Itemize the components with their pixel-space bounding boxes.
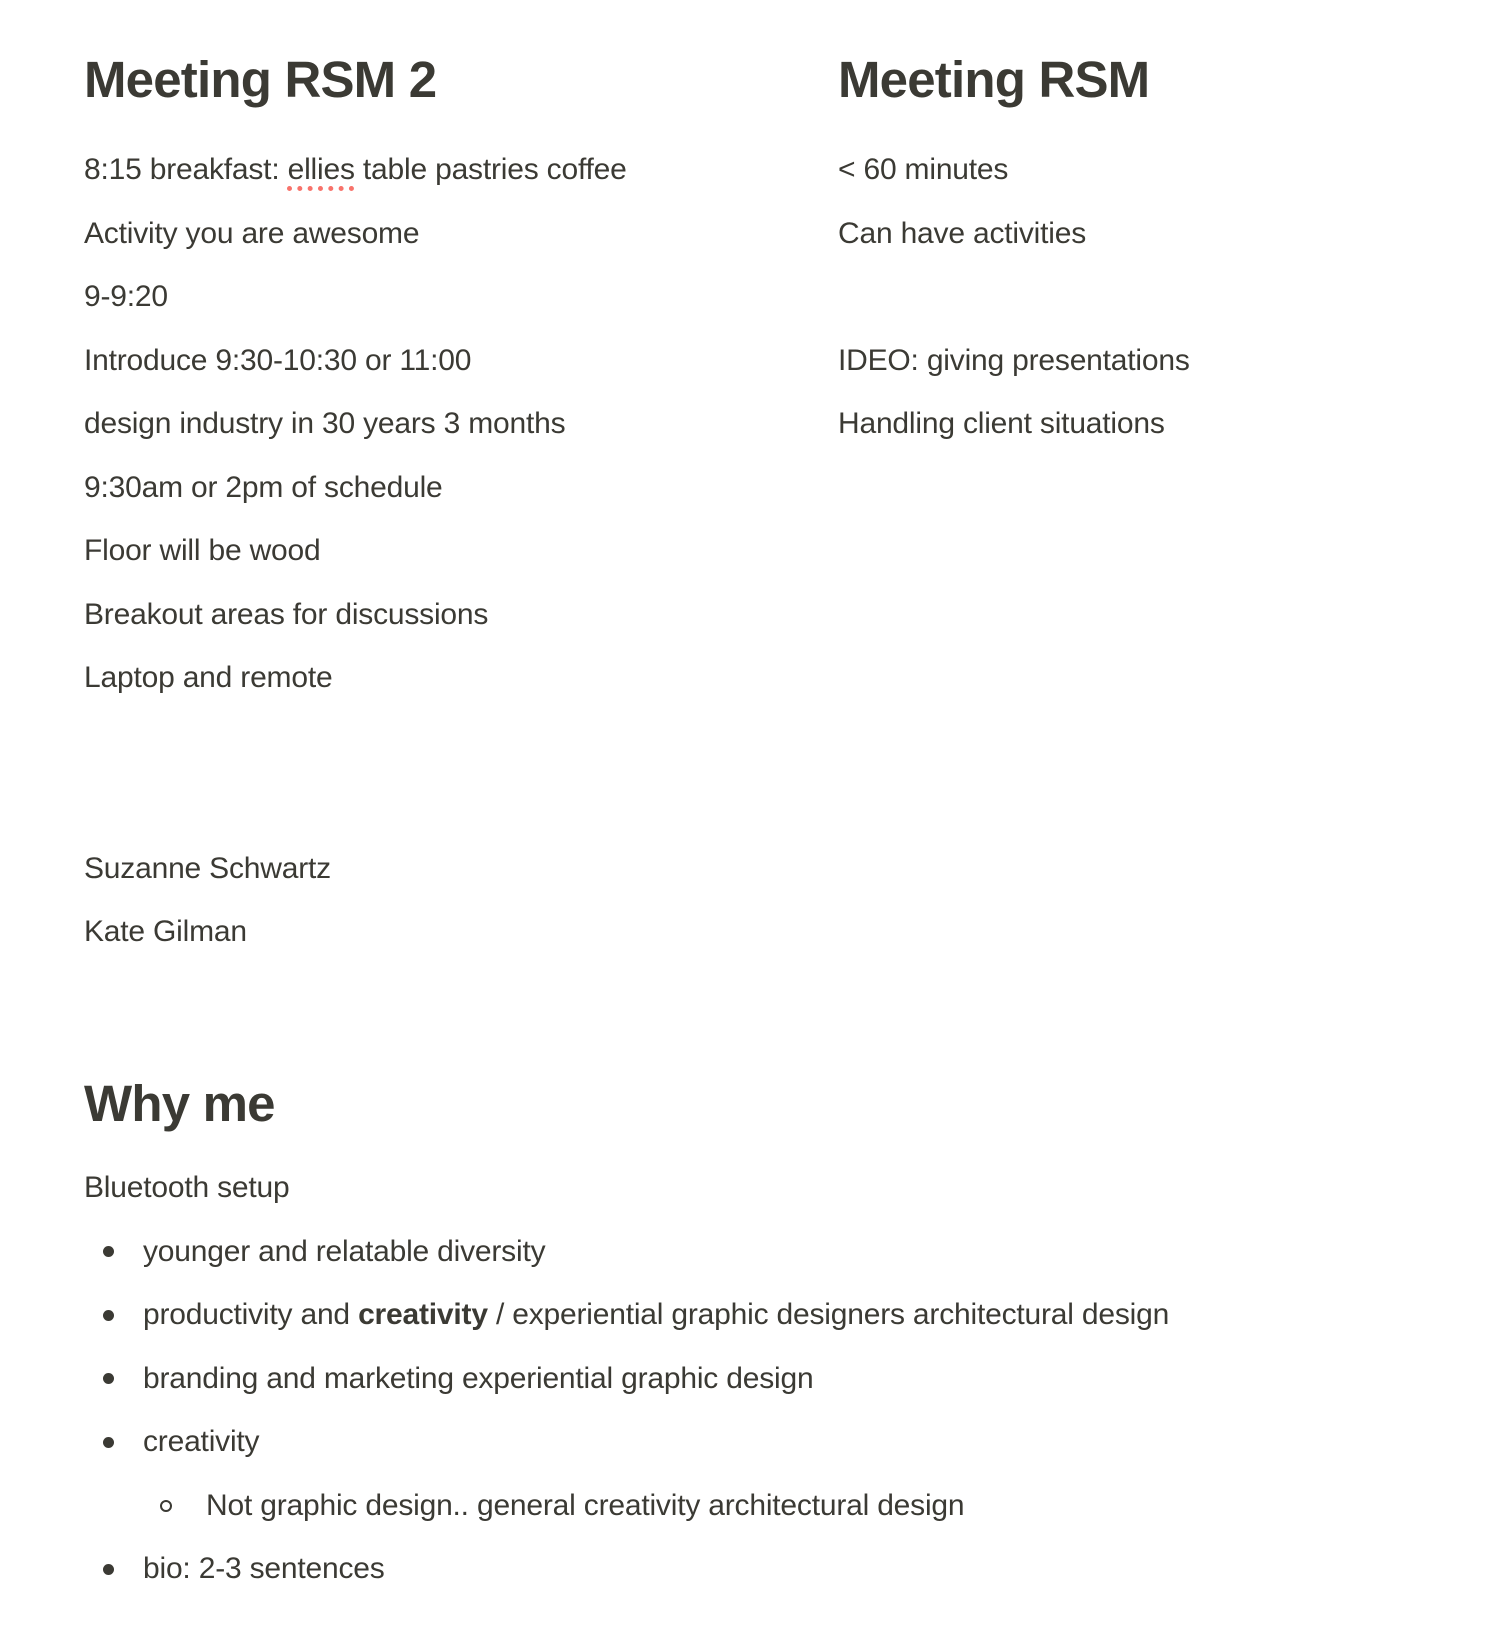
page-title-meeting-rsm[interactable]: Meeting RSM [838, 51, 1150, 108]
list-item-text: branding and marketing experiential graphic design [143, 1361, 814, 1395]
list-item-text-post: / experiential graphic designers architectural design [487, 1298, 1170, 1332]
bullet-icon [103, 1564, 114, 1575]
breakfast-pre: 8:15 breakfast: [84, 153, 288, 186]
text-line[interactable]: Floor will be wood [84, 534, 321, 567]
list-item-text: Not graphic design.. general creativity architectural design [206, 1488, 965, 1522]
left-column [84, 138, 794, 964]
list-item[interactable] [84, 1411, 1169, 1475]
list-item[interactable] [84, 1284, 1169, 1348]
list-item-text-bold: creativity [358, 1298, 488, 1332]
list-item-nested[interactable] [84, 1474, 1169, 1538]
empty-line[interactable] [84, 710, 794, 774]
list-item-text: younger and relatable diversity [143, 1234, 546, 1268]
text-line[interactable]: 9-9:20 [84, 280, 168, 313]
right-column [838, 138, 1438, 456]
section-title-why-me[interactable]: Why me [84, 1075, 275, 1132]
bullet-icon [103, 1310, 114, 1321]
text-line[interactable]: Can have activities [838, 216, 1086, 250]
text-line-name[interactable]: Suzanne Schwartz [84, 851, 331, 885]
list-item-text [143, 1298, 1169, 1332]
text-line[interactable]: Activity you are awesome [84, 216, 420, 250]
bullet-icon [103, 1246, 114, 1257]
page-title-meeting-rsm-2[interactable]: Meeting RSM 2 [84, 51, 437, 108]
list-item[interactable] [84, 1347, 1169, 1411]
empty-line[interactable] [838, 265, 1438, 329]
text-line[interactable]: design industry in 30 years 3 months [84, 407, 566, 440]
misspelled-word[interactable]: ellies [287, 153, 355, 186]
list-item-text-pre: productivity and [143, 1298, 359, 1332]
text-line-name[interactable]: Kate Gilman [84, 915, 247, 948]
text-line[interactable]: Laptop and remote [84, 661, 333, 694]
list-item[interactable] [84, 1220, 1169, 1284]
text-line[interactable]: < 60 minutes [838, 153, 1009, 186]
list-item-text: creativity [143, 1425, 260, 1459]
breakfast-post: table pastries coffee [354, 153, 627, 186]
hollow-bullet-icon [160, 1500, 172, 1512]
text-line[interactable]: IDEO: giving presentations [838, 343, 1190, 377]
text-line-breakfast[interactable] [84, 138, 794, 202]
text-line[interactable]: Breakout areas for discussions [84, 597, 489, 631]
bullet-list [84, 1220, 1169, 1601]
text-line[interactable]: 9:30am or 2pm of schedule [84, 470, 443, 504]
text-line[interactable]: Handling client situations [838, 407, 1165, 440]
list-item[interactable] [84, 1538, 1169, 1602]
bullet-icon [103, 1437, 114, 1448]
list-item-text: bio: 2-3 sentences [143, 1552, 385, 1586]
empty-line[interactable] [84, 773, 794, 837]
text-line[interactable]: Introduce 9:30-10:30 or 11:00 [84, 343, 472, 377]
why-me-intro[interactable]: Bluetooth setup [84, 1171, 290, 1204]
bullet-icon [103, 1373, 114, 1384]
